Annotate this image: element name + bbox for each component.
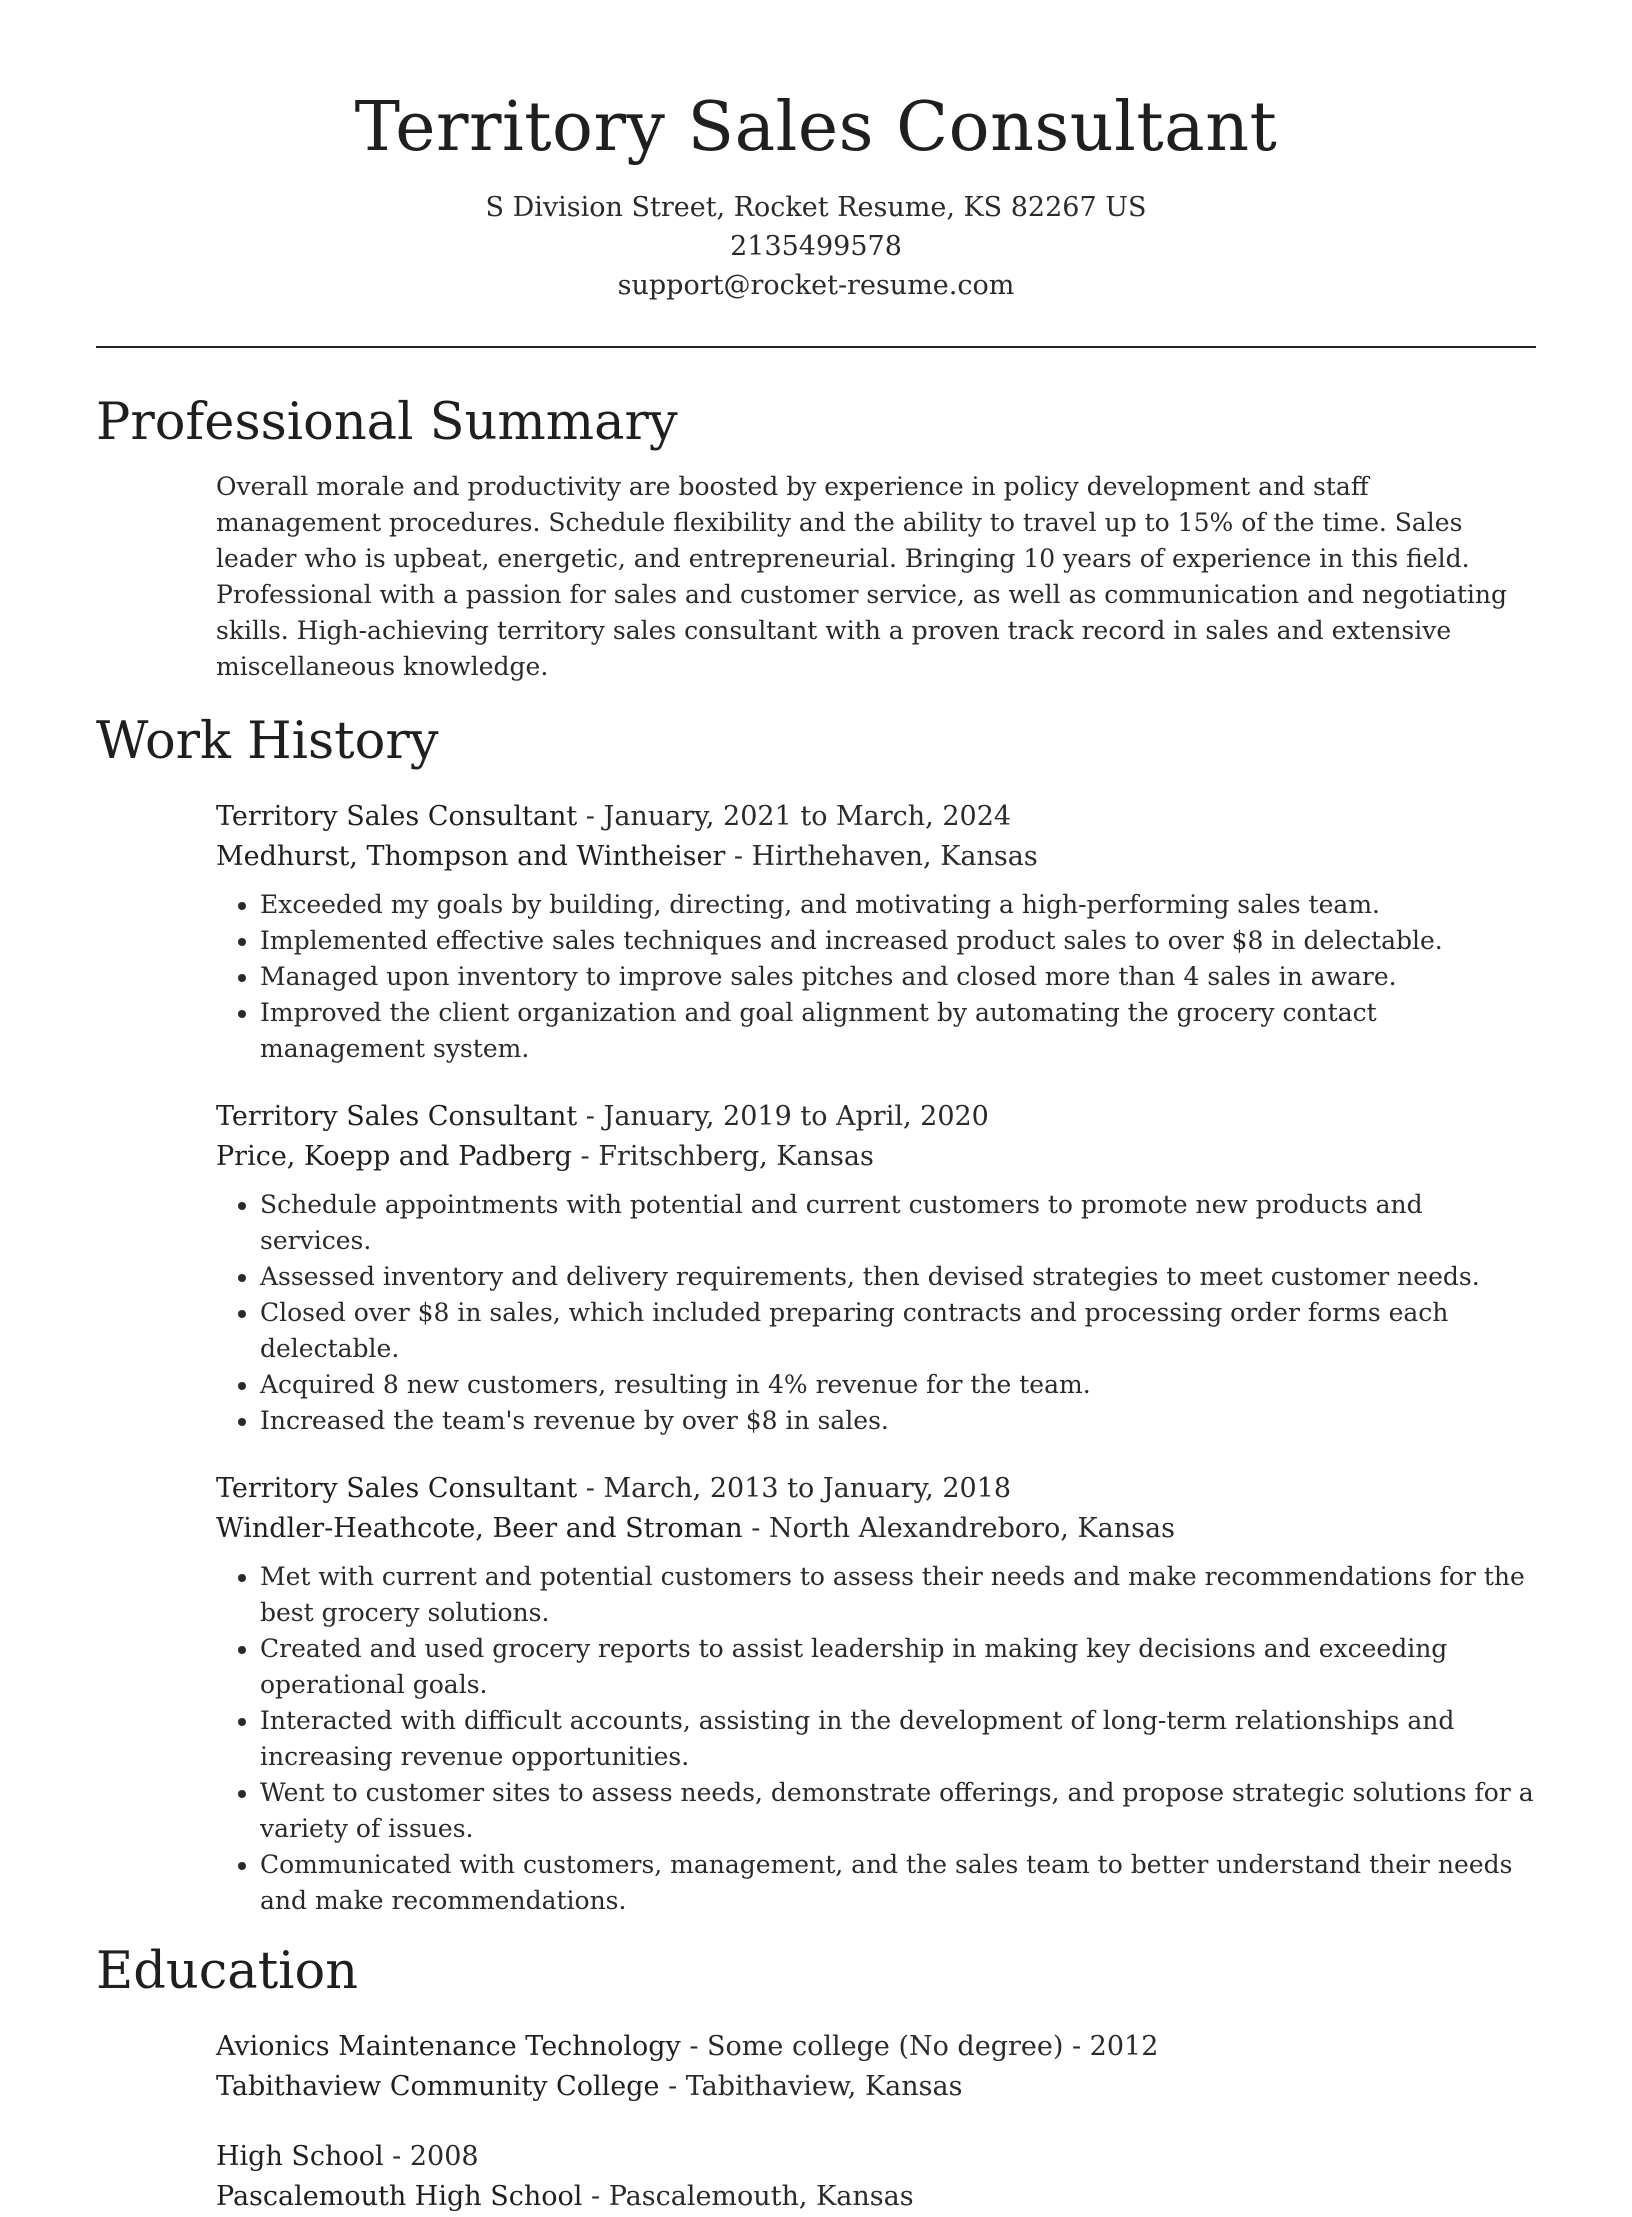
job-dates: - January, 2019 to April, 2020 [577, 1101, 989, 1132]
bullet-item: • Closed over $8 in sales, which included preparing contracts and processing order forms each delectable. [260, 1295, 1536, 1367]
education-school: Tabithaview Community College [216, 2071, 660, 2102]
bullet-item: • Implemented effective sales techniques and increased product sales to over $8 in delectable. [260, 923, 1536, 959]
bullet-item: • Increased the team's revenue by over $8 in sales. [260, 1403, 1536, 1439]
resume-header [0, 0, 1632, 305]
header-divider [96, 346, 1536, 348]
education-degree-line [216, 2027, 1536, 2067]
education-detail: - Some college (No degree) - 2012 [680, 2031, 1159, 2062]
contact-info [0, 188, 1632, 305]
job-dates: - March, 2013 to January, 2018 [577, 1473, 1012, 1504]
bullet-item: • Created and used grocery reports to assist leadership in making key decisions and exceeding operational goals. [260, 1631, 1536, 1703]
work-history-heading: Work History [96, 712, 439, 771]
job-bullets [216, 1187, 1536, 1439]
bullet-item: • Managed upon inventory to improve sales pitches and closed more than 4 sales in aware. [260, 959, 1536, 995]
bullet-item: • Assessed inventory and delivery requirements, then devised strategies to meet customer needs. [260, 1259, 1536, 1295]
work-history-section [96, 709, 1536, 1919]
email-line: support@rocket-resume.com [617, 270, 1015, 301]
bullet-item: • Exceeded my goals by building, directing, and motivating a high-performing sales team. [260, 887, 1536, 923]
bullet-item: • Acquired 8 new customers, resulting in 4% revenue for the team. [260, 1367, 1536, 1403]
job-company: Windler-Heathcote, Beer and Stroman [216, 1513, 743, 1544]
job-bullets [216, 1559, 1536, 1919]
education-heading: Education [96, 1942, 359, 2001]
bullet-item: • Improved the client organization and goal alignment by automating the grocery contact management system. [260, 995, 1536, 1067]
job-bullets [216, 887, 1536, 1067]
job-entry [216, 797, 1536, 1067]
education-list [216, 2027, 1536, 2217]
summary-section [96, 390, 1536, 685]
education-school-line [216, 2177, 1536, 2217]
job-company: Medhurst, Thompson and Wintheiser [216, 841, 726, 872]
job-location: - Fritschberg, Kansas [571, 1141, 874, 1172]
job-role: Territory Sales Consultant [216, 1473, 578, 1504]
bullet-item: • Schedule appointments with potential and current customers to promote new products and services. [260, 1187, 1536, 1259]
bullet-item: • Interacted with difficult accounts, assisting in the development of long-term relationships and increasing revenue opportunities. [260, 1703, 1536, 1775]
job-role: Territory Sales Consultant [216, 801, 578, 832]
education-section [96, 1939, 1536, 2217]
education-location: - Pascalemouth, Kansas [582, 2181, 914, 2212]
job-list [216, 797, 1536, 1919]
education-degree-line [216, 2137, 1536, 2177]
job-company: Price, Koepp and Padberg [216, 1141, 572, 1172]
education-school: Pascalemouth High School [216, 2181, 583, 2212]
bullet-item: • Communicated with customers, management, and the sales team to better understand their needs and make recommendations. [260, 1847, 1536, 1919]
job-company-line [216, 837, 1536, 877]
job-title-line [216, 1097, 1536, 1137]
job-company-line [216, 1509, 1536, 1549]
address-line: S Division Street, Rocket Resume, KS 82267 US [485, 192, 1147, 223]
education-entry [216, 2137, 1536, 2217]
education-degree: Avionics Maintenance Technology [216, 2031, 681, 2062]
education-degree: High School [216, 2141, 384, 2172]
job-role: Territory Sales Consultant [216, 1101, 578, 1132]
bullet-item: • Met with current and potential customers to assess their needs and make recommendations for the best grocery solutions. [260, 1559, 1536, 1631]
job-entry [216, 1097, 1536, 1439]
education-school-line [216, 2067, 1536, 2107]
phone-line: 2135499578 [730, 231, 902, 262]
summary-heading: Professional Summary [96, 393, 678, 452]
summary-text: Overall morale and productivity are boosted by experience in policy development and staff management procedures. Schedule flexibility and the ability to travel up to 15% of the time. Sales leader who is upbeat, energetic, and entrepreneurial. Bringing 10 years of experience in this field. Professional with a passion for sales and customer service, as well as communication and negotiating skills. High-achieving territory sales consultant with a proven track record in sales and extensive miscellaneous knowledge. [216, 472, 1508, 681]
bullet-item: • Went to customer sites to assess needs, demonstrate offerings, and propose strategic solutions for a variety of issues. [260, 1775, 1536, 1847]
education-location: - Tabithaview, Kansas [659, 2071, 963, 2102]
education-entry [216, 2027, 1536, 2107]
job-title-line [216, 797, 1536, 837]
job-location: - Hirthehaven, Kansas [725, 841, 1038, 872]
job-entry [216, 1469, 1536, 1919]
resume-name: Territory Sales Consultant [354, 88, 1278, 167]
job-title-line [216, 1469, 1536, 1509]
job-location: - North Alexandreboro, Kansas [742, 1513, 1175, 1544]
education-detail: - 2008 [383, 2141, 479, 2172]
job-dates: - January, 2021 to March, 2024 [577, 801, 1012, 832]
job-company-line [216, 1137, 1536, 1177]
